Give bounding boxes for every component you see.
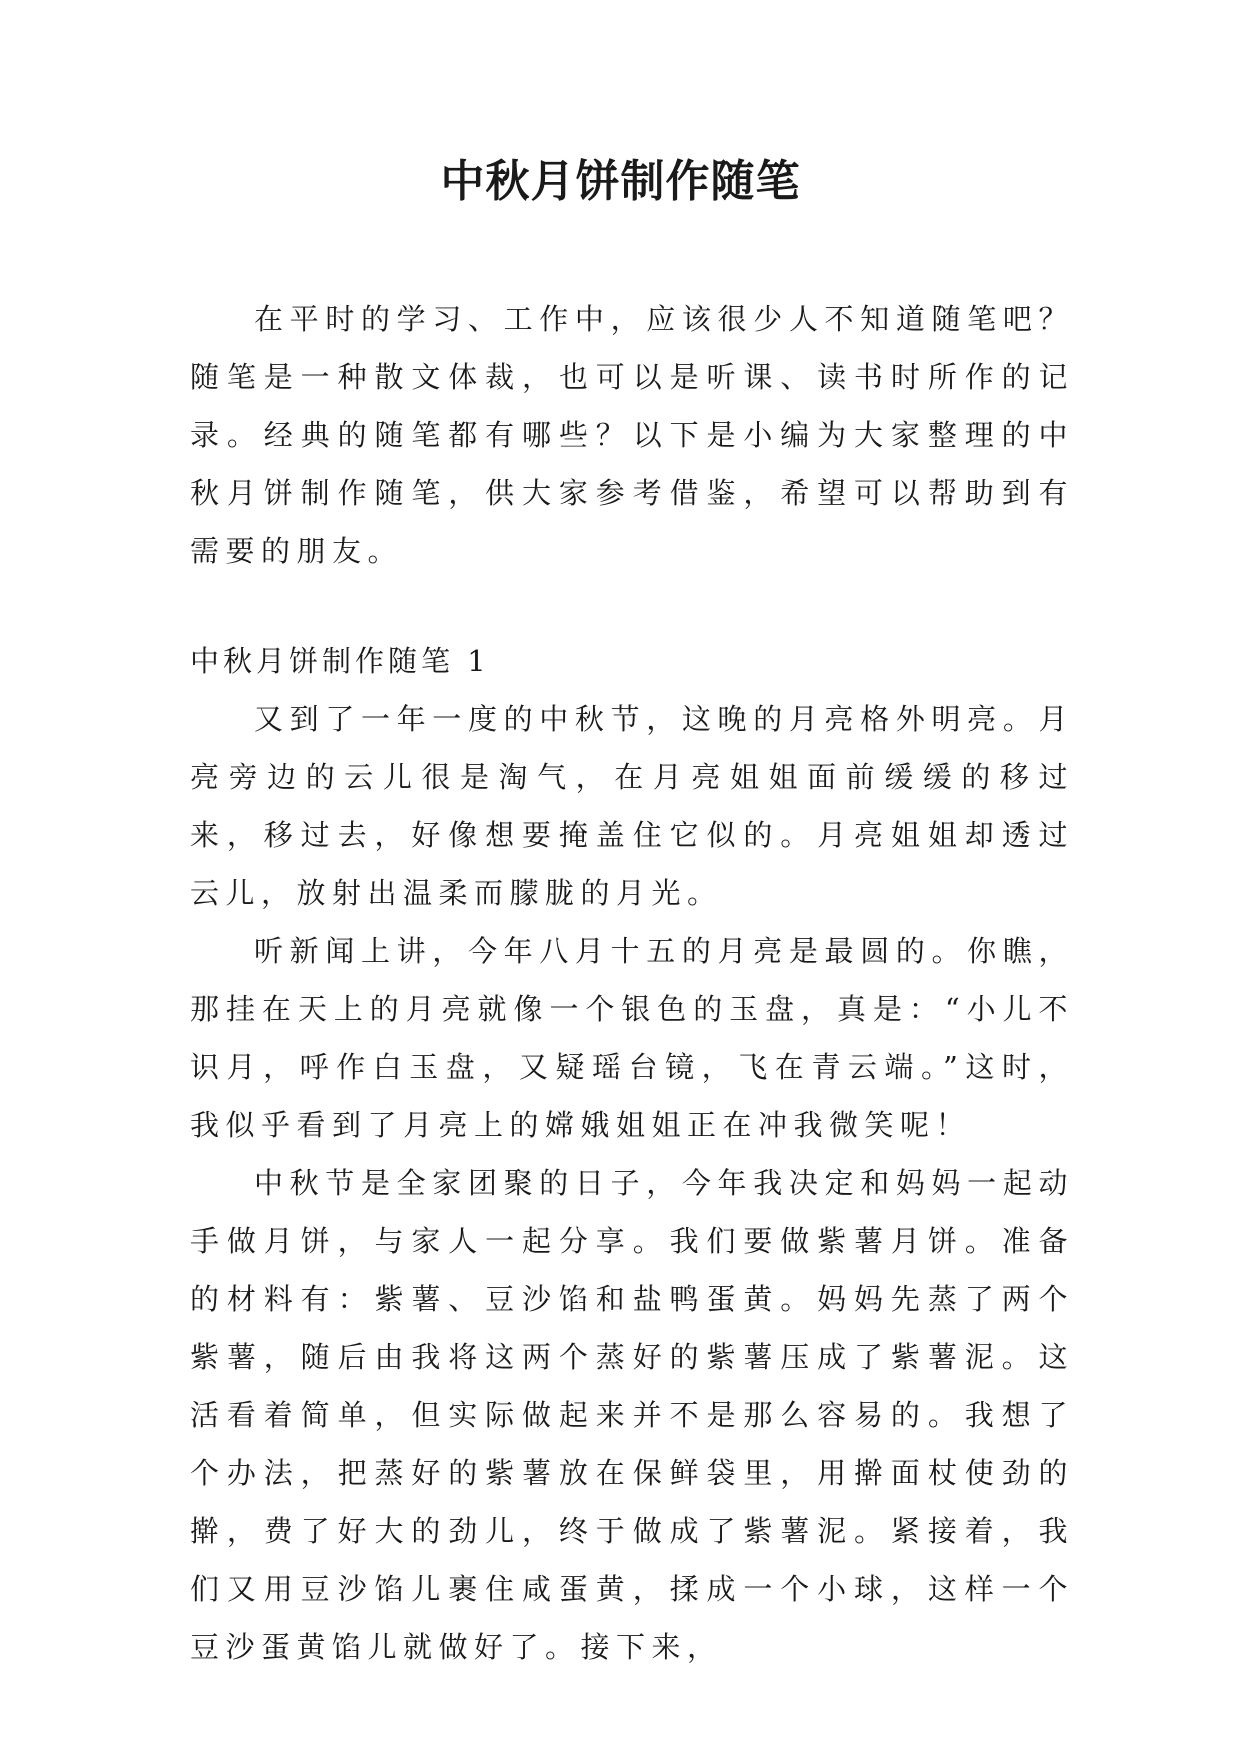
section-spacer (190, 580, 1074, 632)
document-title: 中秋月饼制作随笔 (440, 156, 801, 207)
intro-paragraph: 在平时的学习、工作中，应该很少人不知道随笔吧？随笔是一种散文体裁，也可以是听课、读书时所作的记录。经典的随笔都有哪些？以下是小编为大家整理的中秋月饼制作随笔，供大家参考借鉴，希望可以帮助到有需要的朋友。 (190, 302, 1074, 568)
body-paragraph-3: 中秋节是全家团聚的日子，今年我决定和妈妈一起动手做月饼，与家人一起分享。我们要做紫薯月饼。准备的材料有：紫薯、豆沙馅和盐鸭蛋黄。妈妈先蒸了两个紫薯，随后由我将这两个蒸好的紫薯压成了紫薯泥。这活看着简单，但实际做起来并不是那么容易的。我想了个办法，把蒸好的紫薯放在保鲜袋里，用擀面杖使劲的擀，费了好大的劲儿，终于做成了紫薯泥。紧接着，我们又用豆沙馅儿裹住咸蛋黄，揉成一个小球，这样一个豆沙蛋黄馅儿就做好了。接下来， (190, 1166, 1074, 1664)
body-paragraph-1: 又到了一年一度的中秋节，这晚的月亮格外明亮。月亮旁边的云儿很是淘气，在月亮姐姐面前缓缓的移过来，移过去，好像想要掩盖住它似的。月亮姐姐却透过云儿，放射出温柔而朦胧的月光。 (190, 702, 1074, 910)
body-paragraph-2: 听新闻上讲，今年八月十五的月亮是最圆的。你瞧，那挂在天上的月亮就像一个银色的玉盘，真是：“小儿不识月，呼作白玉盘，又疑瑶台镜，飞在青云端。”这时，我似乎看到了月亮上的嫦娥姐姐正在冲我微笑呢！ (190, 934, 1074, 1142)
section-heading: 中秋月饼制作随笔 1 (190, 644, 490, 678)
document-body (190, 290, 1074, 1676)
